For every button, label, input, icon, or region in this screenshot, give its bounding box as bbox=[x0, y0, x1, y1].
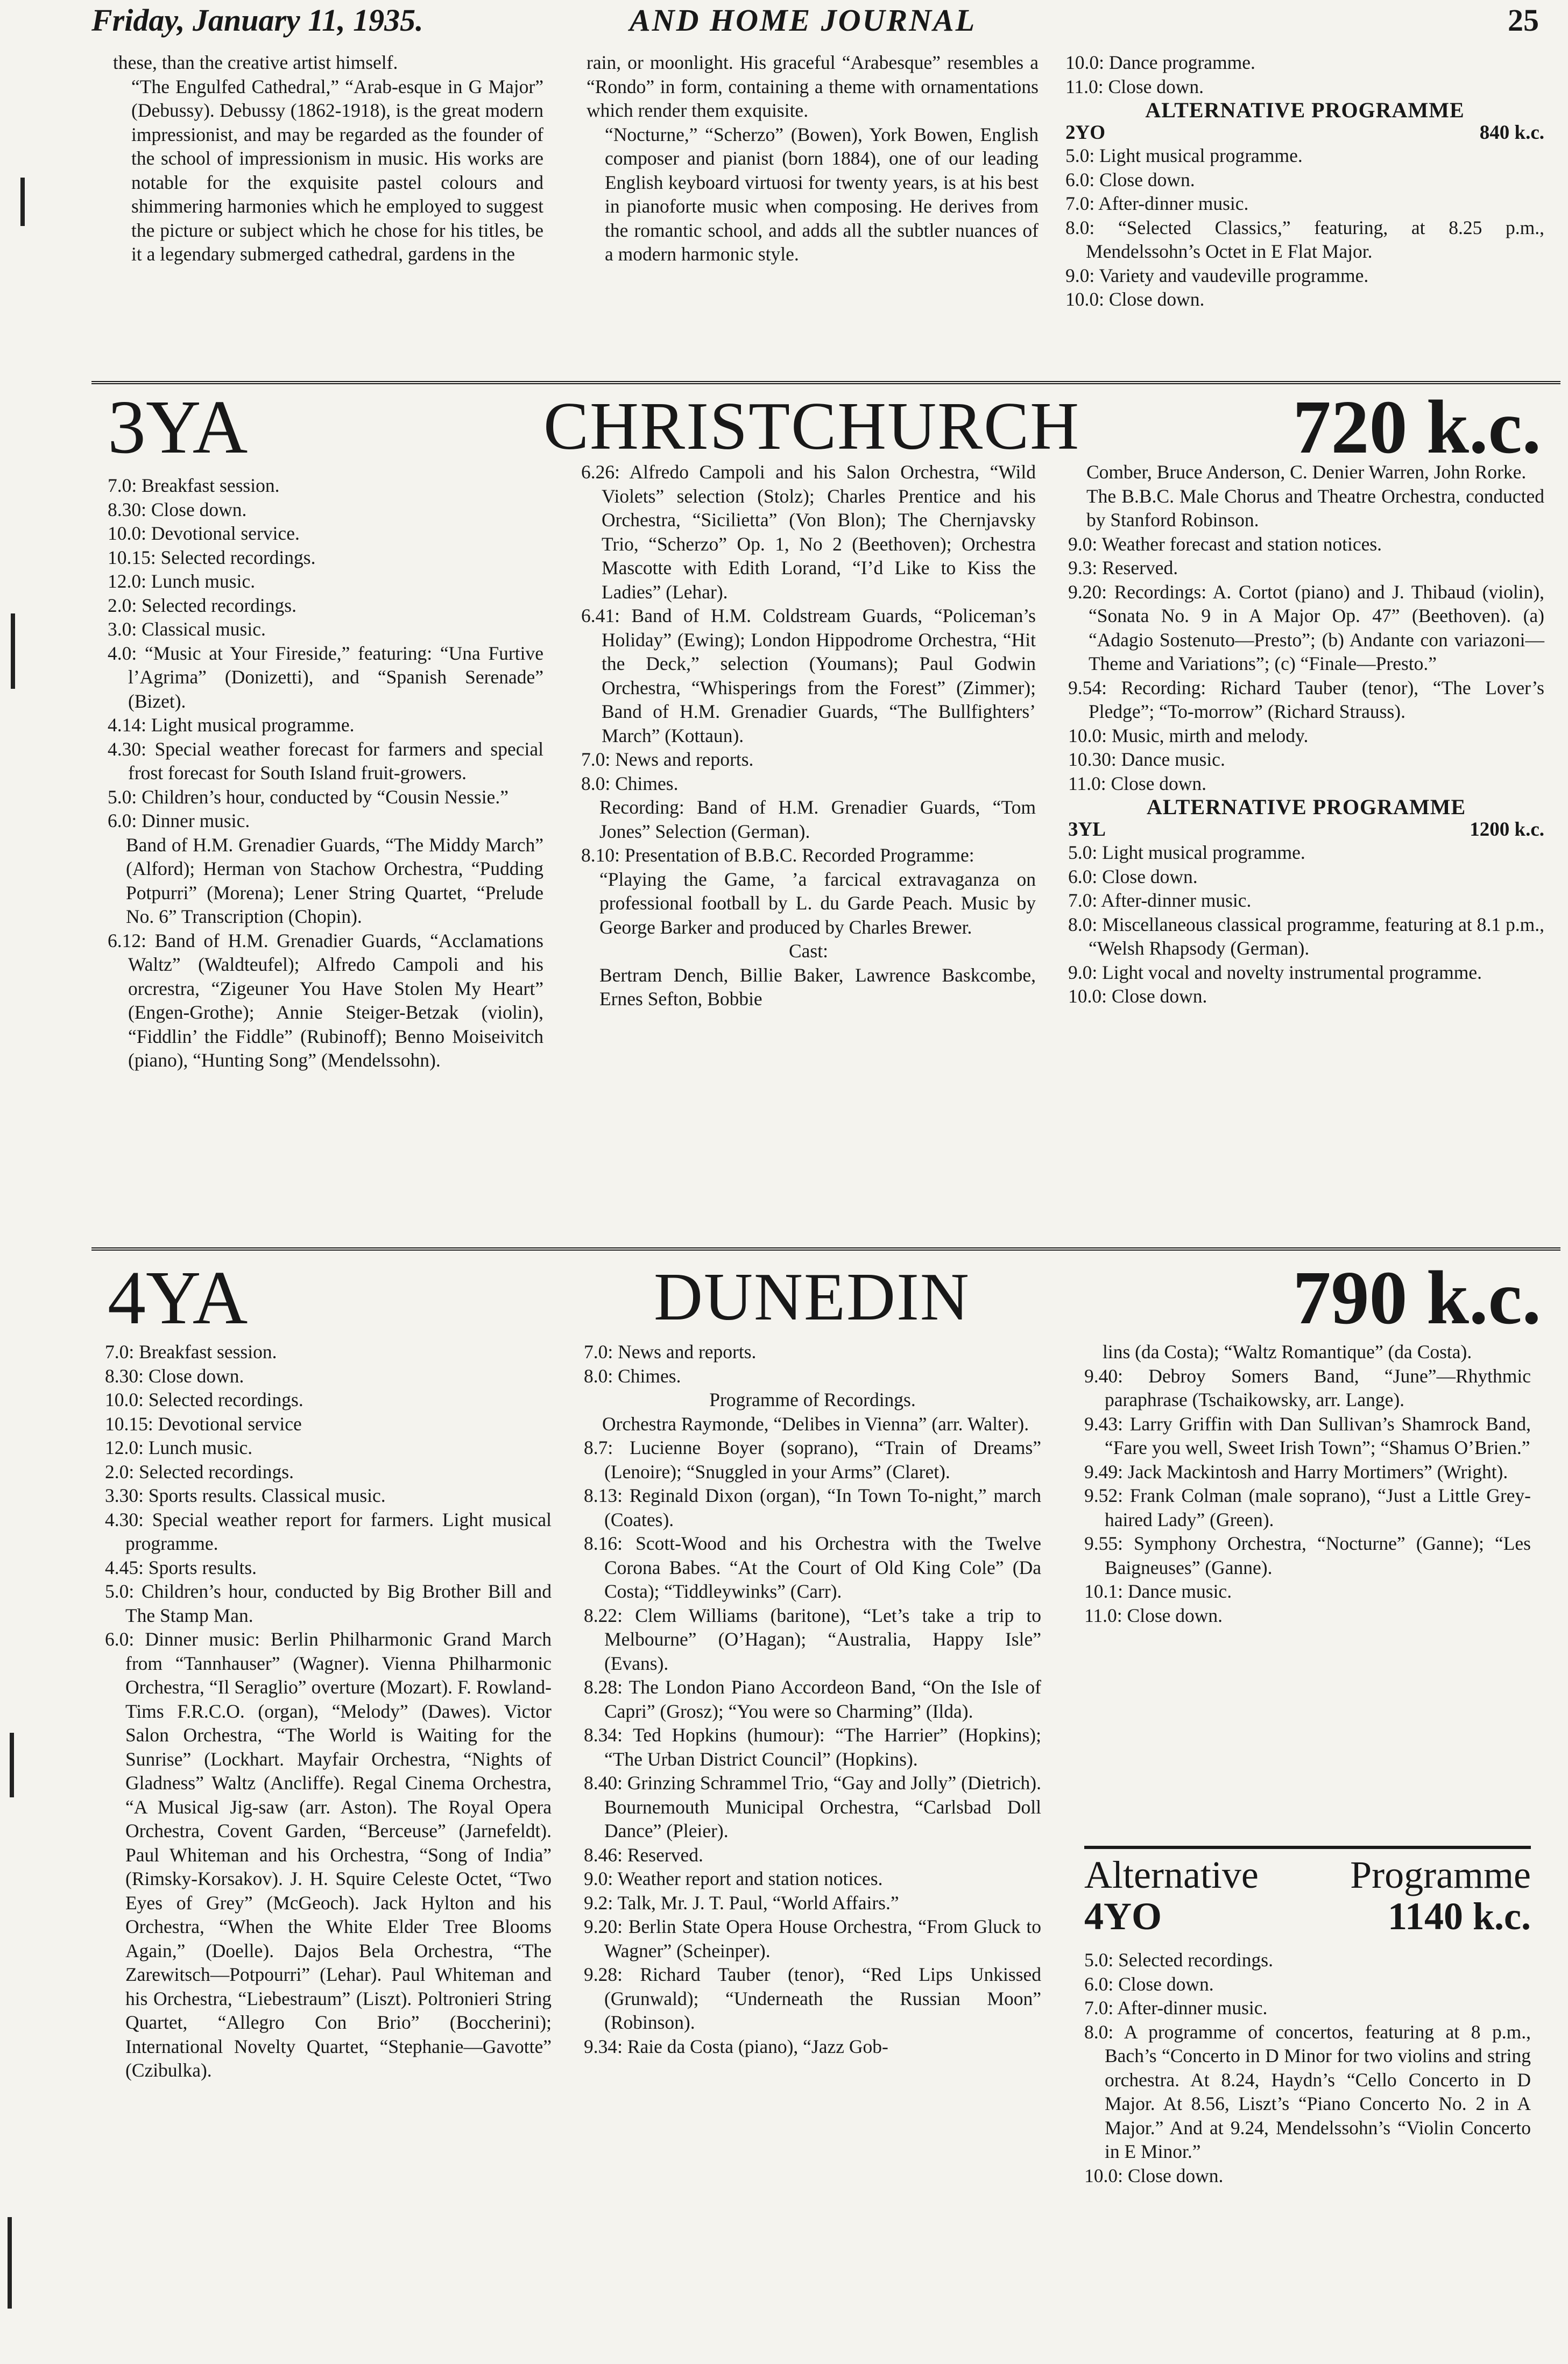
list-item: 9.0: Light vocal and novelty instrumental programme. bbox=[1068, 961, 1482, 983]
list-item: 9.49: Jack Mackintosh and Harry Mortimers” (Wright). bbox=[1084, 1460, 1508, 1483]
station-code: 2YO bbox=[1065, 122, 1105, 144]
list-item: 8.40: Grinzing Schrammel Trio, “Gay and Jolly” (Dietrich). Bournemouth Municipal Orchestra, “Carlsbad Doll Dance” (Pleier). bbox=[584, 1772, 1041, 1841]
list-item: 4.30: Special weather forecast for farmers and special frost forecast for South Island fruit-growers. bbox=[108, 738, 543, 784]
list-item: 9.34: Raie da Costa (piano), “Jazz Gob- bbox=[584, 2035, 888, 2057]
4yo-column bbox=[1084, 1948, 1531, 2187]
list-item: 9.0: Weather report and station notices. bbox=[584, 1868, 883, 1889]
list-item: Comber, Bruce Anderson, C. Denier Warren, John Rorke. bbox=[1086, 461, 1527, 483]
list-item: 7.0: After-dinner music. bbox=[1084, 1997, 1268, 2019]
alternative-programme-box bbox=[1084, 1846, 1531, 1938]
list-item: 2.0: Selected recordings. bbox=[108, 594, 296, 616]
3ya-column-3 bbox=[1068, 460, 1544, 1008]
list-item: 5.0: Children’s hour, conducted by Big Brother Bill and The Stamp Man. bbox=[105, 1580, 552, 1626]
list-item: Programme of Recordings. bbox=[709, 1389, 916, 1410]
list-item: 10.0: Music, mirth and melody. bbox=[1068, 724, 1309, 746]
list-item: 7.0: Breakfast session. bbox=[105, 1341, 277, 1363]
list-item: 9.54: Recording: Richard Tauber (tenor), “The Lover’s Pledge”; “To-morrow” (Richard Strauss). bbox=[1068, 676, 1544, 722]
list-item: 11.0: Close down. bbox=[1084, 1604, 1223, 1626]
list-item: 10.15: Selected recordings. bbox=[108, 546, 316, 568]
margin-mark bbox=[10, 1733, 14, 1797]
list-item: 6.41: Band of H.M. Coldstream Guards, “Policeman’s Holiday” (Ewing); London Hippodrome Orchestra, “Hit the Deck,” selection (Youmans); Paul Godwin Orchestra, “Whisperings from the Forest” (Zimmer); Band of H.M. Grenadier Guards, “The Bullfighters’ March” (Kottaun). bbox=[581, 605, 1036, 746]
list-item: 9.28: Richard Tauber (tenor), “Red Lips Unkissed (Grunwald); “Underneath the Russian Moon” (Robinson). bbox=[584, 1964, 1041, 2033]
list-item: 7.0: News and reports. bbox=[581, 749, 754, 770]
list-item: 3.30: Sports results. Classical music. bbox=[105, 1485, 386, 1506]
paragraph: “The Engulfed Cathedral,” “Arab-esque in G Major” (Debussy). Debussy (1862-1918), is the great modern impressionist, and may be regarded as the founder of the school of impressionism in music. His works are notable for the exquisite pastel colours and shimmering harmonies which he employed to suggest the picture or subject which he chose for his titles, be it a legendary submerged cathedral, gardens in the bbox=[131, 75, 543, 265]
list-item: 12.0: Lunch music. bbox=[105, 1437, 253, 1458]
journal-title: AND HOME JOURNAL bbox=[630, 3, 977, 38]
page-header bbox=[91, 2, 1555, 45]
list-item: 5.0: Light musical programme. bbox=[1068, 842, 1305, 863]
list-item: 8.0: Chimes. bbox=[581, 772, 679, 794]
list-item: 8.0: Miscellaneous classical programme, featuring at 8.1 p.m., “Welsh Rhapsody (German). bbox=[1068, 913, 1544, 959]
top-column-3 bbox=[1065, 51, 1544, 312]
list-item: 10.0: Close down. bbox=[1084, 2164, 1224, 2186]
list-item: 6.0: Dinner music: Berlin Philharmonic Grand March from “Tannhauser” (Wagner). Vienna Philharmonic Orchestra, “Il Seraglio” overture (Mozart). F. Rowland-Tims F.R.C.O. (organ), “Melody” (Dawes). Victor Salon Orchestra, “The World is Waiting for the Sunrise” (Lockhart. Mayfair Orchestra, “Nights of Gladness” Waltz (Ancliffe). Regal Cinema Orchestra, “A Musical Jig-saw (arr. Aston). The Royal Opera Orchestra, Covent Garden, “Berceuse” (Jarnefeldt). Paul Whiteman and his Orchestra, “Song of India” (Rimsky-Korsakov). J. H. Squire Celeste Octet, “Two Eyes of Grey” (McGeoch). Jack Hylton and his Orchestra, “When the White Elder Tree Blooms Again,” (Doelle). Dajos Bela Orchestra, “The Zarewitsch—Potpourri” (Lehar). Paul Whiteman and his Orchestra, “Liebestraum” (Liszt). Poltronieri String Quartet, “Allegro Con Brio” (Boccherini); International Novelty Quartet, “Stephanie—Gavotte” (Czibulka). bbox=[105, 1628, 552, 2081]
list-item: 8.7: Lucienne Boyer (soprano), “Train of Dreams” (Lenoire); “Snuggled in your Arms” (Claret). bbox=[584, 1437, 1041, 1483]
list-item: 8.28: The London Piano Accordeon Band, “On the Isle of Capri” (Grosz); “You were so Charming” (Ilda). bbox=[584, 1676, 1041, 1722]
list-item: 6.0: Close down. bbox=[1065, 168, 1195, 190]
list-item: 4.30: Special weather report for farmers. Light musical programme. bbox=[105, 1508, 552, 1554]
list-item: 6.0: Close down. bbox=[1068, 865, 1198, 887]
list-item: Recording: Band of H.M. Grenadier Guards, “Tom Jones” Selection (German). bbox=[599, 796, 1036, 842]
list-item: lins (da Costa); “Waltz Romantique” (da Costa). bbox=[1103, 1341, 1472, 1363]
list-item: 7.0: News and reports. bbox=[584, 1341, 757, 1363]
list-item: 10.15: Devotional service bbox=[105, 1413, 302, 1435]
list-item: 9.0: Weather forecast and station notices. bbox=[1068, 533, 1382, 555]
list-item: 8.46: Reserved. bbox=[584, 1844, 703, 1866]
margin-mark bbox=[20, 178, 25, 226]
list-item: 8.0: A programme of concertos, featuring at 8 p.m., Bach’s “Concerto in D Minor for two violins and string orchestra. At 8.24, Haydn’s “Cello Concerto in D Major. At 8.56, Liszt’s “Piano Concerto No. 2 in A Major.” And at 9.24, Mendelssohn’s “Violin Concerto in E Minor.” bbox=[1084, 2021, 1531, 2162]
list-item: 10.0: Dance programme. bbox=[1065, 52, 1255, 73]
station-code-heading: 3YA bbox=[108, 384, 248, 469]
list-item: 4.45: Sports results. bbox=[105, 1556, 257, 1578]
list-item: 9.3: Reserved. bbox=[1068, 557, 1178, 578]
issue-date: Friday, January 11, 1935. bbox=[91, 3, 423, 38]
paragraph: rain, or moonlight. His graceful “Arabesque” resembles a “Rondo” in form, containing a theme with ornamentations which render them exquisite. bbox=[587, 52, 1039, 121]
list-item: Band of H.M. Grenadier Guards, “The Middy March” (Alford); Herman von Stachow Orchestra, “Pudding Potpurri” (Morena); Lener String Quartet, “Prelude No. 6” Transcription (Chopin). bbox=[126, 834, 543, 927]
station-line bbox=[1068, 819, 1544, 841]
list-item: 10.30: Dance music. bbox=[1068, 749, 1225, 770]
list-item: Bertram Dench, Billie Baker, Lawrence Baskcombe, Ernes Sefton, Bobbie bbox=[599, 964, 1036, 1010]
list-item: 9.55: Symphony Orchestra, “Nocturne” (Ganne); “Les Baigneuses” (Ganne). bbox=[1084, 1533, 1531, 1578]
list-item: 11.0: Close down. bbox=[1065, 75, 1204, 97]
paragraph: these, than the creative artist himself. bbox=[113, 52, 398, 73]
margin-mark bbox=[8, 2217, 12, 2309]
alternative-caption: ALTERNATIVE PROGRAMME bbox=[1146, 795, 1466, 819]
list-item: 8.16: Scott-Wood and his Orchestra with the Twelve Corona Babes. “At the Court of Old King Cole” (Da Costa); “Tiddleywinks” (Carr). bbox=[584, 1533, 1041, 1602]
list-item: 9.43: Larry Griffin with Dan Sullivan’s Shamrock Band, “Fare you well, Sweet Irish Town”; “Shamus O’Brien.” bbox=[1084, 1413, 1531, 1458]
list-item: 12.0: Lunch music. bbox=[108, 570, 256, 592]
4ya-column-2 bbox=[584, 1340, 1041, 2058]
list-item: 9.2: Talk, Mr. J. T. Paul, “World Affairs.” bbox=[584, 1892, 899, 1914]
list-item: 10.0: Close down. bbox=[1068, 985, 1207, 1007]
list-item: 6.26: Alfredo Campoli and his Salon Orchestra, “Wild Violets” selection (Stolz); Charles Prentice and his Orchestra, “Sicilietta” (Von Blon); The Chernjavsky Trio, “Scherzo” Op. 1, No 2 (Beethoven); Orchestra Mascotte with Edith Lorand, “I’d Like to Kiss the Ladies” (Lehar). bbox=[581, 461, 1036, 603]
list-item: 8.0: Chimes. bbox=[584, 1365, 681, 1387]
3ya-column-2 bbox=[581, 460, 1036, 1011]
list-item: 6.0: Dinner music. bbox=[108, 810, 250, 831]
list-item: 8.0: “Selected Classics,” featuring, at 8.25 p.m., Mendelssohn’s Octet in E Flat Major. bbox=[1065, 216, 1544, 262]
list-item: 10.0: Devotional service. bbox=[108, 523, 300, 544]
list-item: 8.30: Close down. bbox=[108, 498, 247, 520]
list-item: 4.14: Light musical programme. bbox=[108, 714, 355, 736]
city-heading: CHRISTCHURCH bbox=[543, 389, 1080, 464]
list-item: Orchestra Raymonde, “Delibes in Vienna” (arr. Walter). bbox=[602, 1413, 1029, 1435]
station-code-heading: 4YA bbox=[108, 1255, 248, 1340]
alternative-label: Alternative bbox=[1084, 1853, 1259, 1896]
paragraph: “Nocturne,” “Scherzo” (Bowen), York Bowen, English composer and pianist (born 1884), one of our leading English keyboard virtuosi for twenty years, is at his best in pianoforte music when composing. He derives from the romantic school, and adds all the subtler nuances of a modern harmonic style. bbox=[605, 123, 1039, 265]
list-item: 4.0: “Music at Your Fireside,” featuring: “Una Furtive l’Agrima” (Donizetti), and “Spanish Serenade” (Bizet). bbox=[108, 642, 543, 712]
station-line bbox=[1065, 122, 1544, 144]
list-item: 6.0: Close down. bbox=[1084, 1973, 1214, 1995]
list-item: 9.20: Berlin State Opera House Orchestra, “From Gluck to Wagner” (Scheinper). bbox=[584, 1916, 1041, 1961]
station-frequency: 840 k.c. bbox=[1479, 122, 1544, 144]
list-item: 9.52: Frank Colman (male soprano), “Just a Little Grey-haired Lady” (Green). bbox=[1084, 1485, 1531, 1530]
4ya-column-1 bbox=[105, 1340, 552, 2083]
programme-label: Programme bbox=[1350, 1853, 1531, 1896]
list-item: 10.1: Dance music. bbox=[1084, 1580, 1232, 1602]
station-frequency: 1200 k.c. bbox=[1470, 818, 1544, 841]
section-divider bbox=[91, 1247, 1560, 1251]
station-code: 3YL bbox=[1068, 818, 1106, 841]
station-code: 4YO bbox=[1084, 1895, 1162, 1938]
list-item: 5.0: Selected recordings. bbox=[1084, 1949, 1273, 1971]
list-item: 8.34: Ted Hopkins (humour): “The Harrier” (Hopkins); “The Urban District Council” (Hopkins). bbox=[584, 1724, 1041, 1770]
list-item: 7.0: After-dinner music. bbox=[1068, 890, 1252, 911]
list-item: 6.12: Band of H.M. Grenadier Guards, “Acclamations Waltz” (Waldteufel); Alfredo Campoli and his orcrestra, “Zigeuner You Have Stolen My Heart” (Engen-Grothe); Annie Steiger-Betzak (violin), “Fiddlin’ the Fiddle” (Rubinoff); Benno Moiseivitch (piano), “Hunting Song” (Mendelssohn). bbox=[108, 929, 543, 1071]
list-item: 7.0: After-dinner music. bbox=[1065, 193, 1249, 214]
frequency-heading: 720 k.c. bbox=[1292, 384, 1541, 469]
list-item: 9.0: Variety and vaudeville programme. bbox=[1065, 264, 1369, 286]
list-item: 9.40: Debroy Somers Band, “June”—Rhythmic paraphrase (Tschaikowsky, arr. Lange). bbox=[1084, 1365, 1531, 1410]
list-item: 8.22: Clem Williams (baritone), “Let’s take a trip to Melbourne” (O’Hagan); “Australia, Happy Isle” (Evans). bbox=[584, 1604, 1041, 1674]
3ya-column-1 bbox=[108, 474, 543, 1072]
list-item: 7.0: Breakfast session. bbox=[108, 475, 280, 496]
frequency-heading: 790 k.c. bbox=[1292, 1255, 1541, 1340]
list-item: 8.30: Close down. bbox=[105, 1365, 244, 1387]
station-frequency: 1140 k.c. bbox=[1387, 1895, 1531, 1938]
page-number: 25 bbox=[1508, 3, 1539, 38]
list-item: 11.0: Close down. bbox=[1068, 772, 1207, 794]
list-item: 3.0: Classical music. bbox=[108, 618, 266, 640]
list-item: 9.20: Recordings: A. Cortot (piano) and J. Thibaud (violin), “Sonata No. 9 in A Major Op. 47” (Beethoven). (a) “Adagio Sostenuto—Presto”; (b) Andante con variazoni—Theme and Variations”; (c) “Finale—Presto.” bbox=[1068, 581, 1544, 674]
4ya-column-3 bbox=[1084, 1340, 1531, 1627]
list-item: 5.0: Light musical programme. bbox=[1065, 145, 1303, 166]
top-column-2 bbox=[587, 51, 1039, 266]
list-item: The B.B.C. Male Chorus and Theatre Orchestra, conducted by Stanford Robinson. bbox=[1086, 485, 1544, 531]
alternative-caption: ALTERNATIVE PROGRAMME bbox=[1145, 98, 1465, 122]
list-item: 8.13: Reginald Dixon (organ), “In Town To-night,” march (Coates). bbox=[584, 1485, 1041, 1530]
list-item: 5.0: Children’s hour, conducted by “Cousin Nessie.” bbox=[108, 786, 508, 808]
list-item: 10.0: Selected recordings. bbox=[105, 1389, 303, 1410]
list-item: Cast: bbox=[789, 940, 828, 962]
list-item: 8.10: Presentation of B.B.C. Recorded Programme: bbox=[581, 844, 974, 866]
list-item: 10.0: Close down. bbox=[1065, 288, 1205, 310]
list-item: 2.0: Selected recordings. bbox=[105, 1460, 294, 1483]
margin-mark bbox=[11, 613, 15, 689]
list-item: “Playing the Game, ’a farcical extravaganza on professional football by L. du Garde Peach. Music by George Barker and produced by Charles Brewer. bbox=[599, 868, 1036, 938]
city-heading: DUNEDIN bbox=[654, 1260, 970, 1335]
top-column-1 bbox=[113, 51, 543, 266]
